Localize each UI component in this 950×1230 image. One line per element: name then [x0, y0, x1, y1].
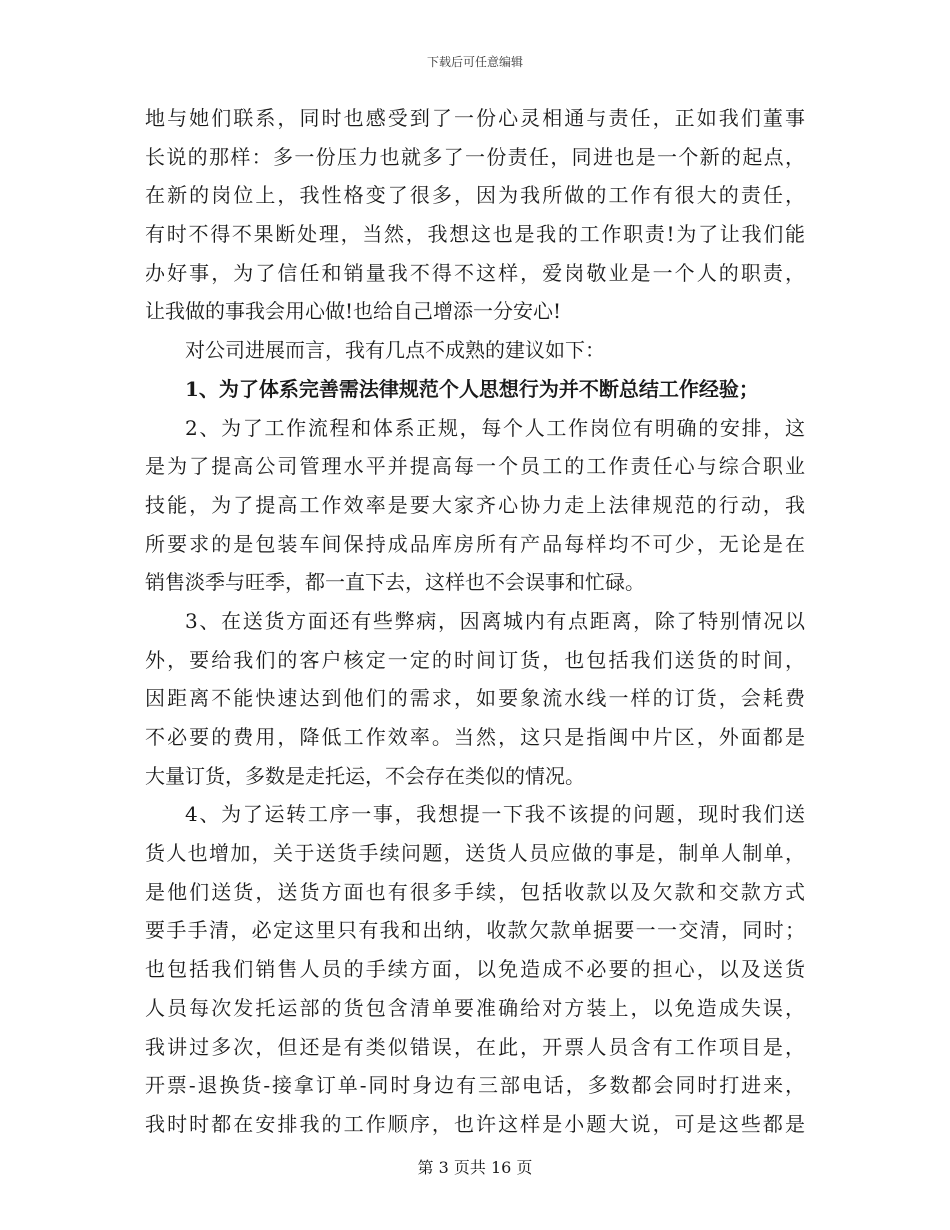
suggestion-1-heading: 1、为了体系完善需法律规范个人思想行为并不断总结工作经验； [185, 376, 759, 401]
text-line: 我讲过多次，但还是有类似错误，在此，开票人员含有工作项目是， [145, 1034, 805, 1059]
text-line: 地与她们联系，同时也感受到了一份心灵相通与责任，正如我们董事 [145, 106, 805, 130]
text-line: 2、为了工作流程和体系正规，每个人工作岗位有明确的安排，这 [185, 415, 805, 440]
text-line: 3、在送货方面还有些弊病，因离城内有点距离，除了特别情况以 [185, 608, 805, 633]
text-line: 外，要给我们的客户核定一定的时间订货，也包括我们送货的时间， [145, 647, 805, 672]
document-body [145, 99, 805, 1144]
text-line: 货人也增加，关于送货手续问题，送货人员应做的事是，制单人制单， [145, 841, 805, 866]
text-line: 办好事，为了信任和销量我不得不这样，爱岗敬业是一个人的职责， [145, 260, 805, 285]
text-line: 不必要的费用，降低工作效率。当然，这只是指闽中片区，外面都是 [145, 725, 805, 749]
text-line: 开票-退换货-接拿订单-同时身边有三部电话，多数都会同时打进来， [145, 1073, 805, 1098]
text-line: 技能，为了提高工作效率是要大家齐心协力走上法律规范的行动，我 [145, 492, 805, 517]
text-line: 有时不得不果断处理，当然，我想这也是我的工作职责!为了让我们能 [145, 222, 805, 247]
text-line: 让我做的事我会用心做!也给自己增添一分安心! [145, 299, 562, 324]
text-line: 4、为了运转工序一事，我想提一下我不该提的问题，现时我们送 [185, 802, 805, 827]
text-line: 对公司进展而言，我有几点不成熟的建议如下： [185, 338, 605, 363]
text-line: 大量订货，多数是走托运，不会存在类似的情况。 [145, 763, 585, 788]
text-line: 要手手清，必定这里只有我和出纳，收款欠款单据要一一交清，同时； [145, 918, 805, 943]
page-header: 下载后可任意编辑 [426, 55, 523, 69]
text-line: 是他们送货，送货方面也有很多手续，包括收款以及欠款和交款方式 [145, 879, 805, 904]
text-line: 是为了提高公司管理水平并提高每一个员工的工作责任心与综合职业 [145, 454, 805, 479]
page-footer: 第 3 页共 16 页 [417, 1158, 533, 1177]
text-line: 因距离不能快速达到他们的需求，如要象流水线一样的订货，会耗费 [145, 686, 805, 711]
text-line: 人员每次发托运部的货包含清单要准确给对方装上，以免造成失误， [145, 995, 805, 1020]
text-line: 也包括我们销售人员的手续方面，以免造成不必要的担心，以及送货 [145, 957, 805, 982]
text-line: 所要求的是包装车间保持成品库房所有产品每样均不可少，无论是在 [145, 531, 805, 556]
text-line: 销售淡季与旺季，都一直下去，这样也不会误事和忙碌。 [145, 570, 645, 595]
text-line: 我时时都在安排我的工作顺序，也许这样是小题大说，可是这些都是 [145, 1111, 805, 1136]
text-line: 长说的那样：多一份压力也就多了一份责任，同进也是一个新的起点， [145, 144, 805, 169]
text-line: 在新的岗位上，我性格变了很多，因为我所做的工作有很大的责任， [145, 183, 805, 208]
